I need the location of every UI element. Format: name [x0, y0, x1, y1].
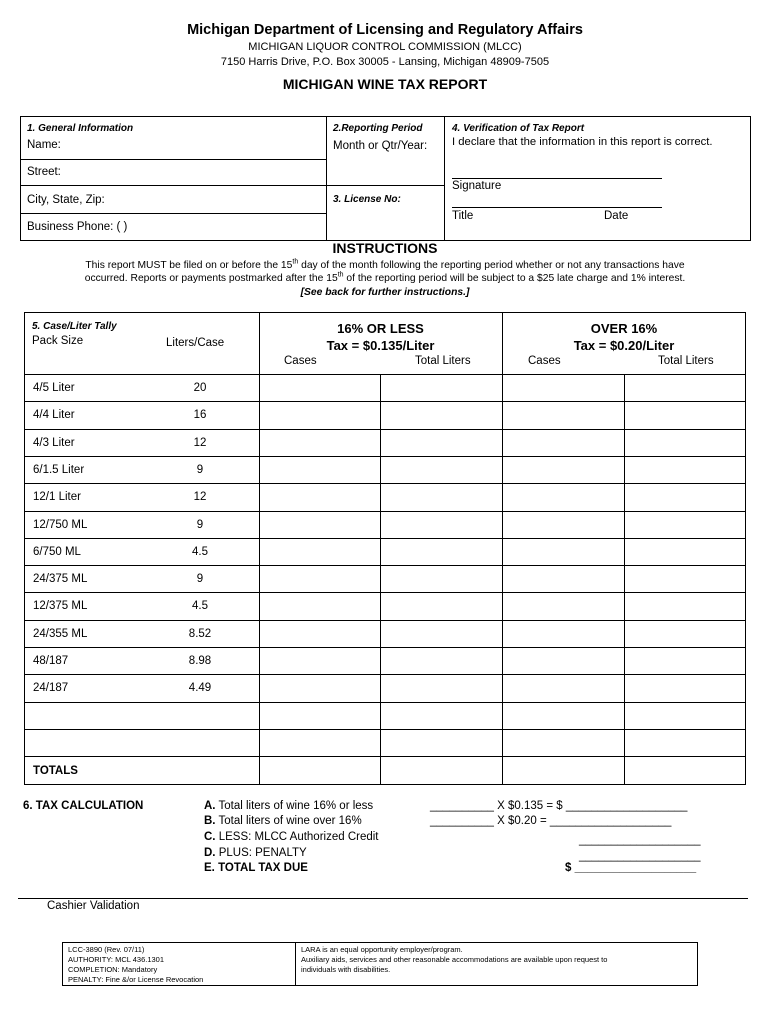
high-cases-input[interactable]	[503, 512, 622, 537]
low-alcohol-header: 16% OR LESS	[337, 321, 424, 336]
pack-size-cell: 12/750 ML	[33, 518, 88, 531]
low-cases-input[interactable]	[260, 512, 379, 537]
low-cases-input[interactable]	[260, 566, 379, 591]
high-total-liters-input[interactable]	[625, 512, 745, 537]
low-total-liters-input[interactable]	[381, 730, 500, 755]
pack-size-cell: 12/375 ML	[33, 600, 88, 613]
verification-declaration: I declare that the information in this report is correct.	[452, 136, 713, 148]
eeo-statement-1: LARA is an equal opportunity employer/program.	[301, 945, 463, 954]
liters-case-header: Liters/Case	[166, 337, 225, 349]
city-state-zip-field[interactable]: City, State, Zip:	[27, 194, 105, 206]
tax-a-entry[interactable]: __________ X $0.135 = $ ___________________	[430, 800, 688, 812]
signature-field[interactable]: Signature	[452, 180, 502, 192]
low-total-liters-input[interactable]	[381, 457, 500, 482]
tax-calc-title: 6. TAX CALCULATION	[23, 800, 144, 812]
instructions-line-1: This report MUST be filed on or before the 15th day of the month following the reporting period whether or not any transactions have	[85, 258, 685, 271]
low-cases-input[interactable]	[260, 730, 379, 755]
liters-per-case-cell: 4.49	[188, 682, 212, 695]
low-total-liters-input[interactable]	[381, 430, 500, 455]
cashier-validation-label: Cashier Validation	[47, 900, 140, 912]
form-number: LCC-3890 (Rev. 07/11)	[68, 945, 145, 954]
low-cases-input[interactable]	[260, 539, 379, 564]
high-total-liters-input[interactable]	[625, 539, 745, 564]
pack-size-cell: 6/1.5 Liter	[33, 463, 85, 476]
high-total-liters-input[interactable]	[625, 648, 745, 673]
pack-size-cell: 24/375 ML	[33, 573, 88, 586]
liters-per-case-cell: 8.52	[188, 627, 212, 640]
commission-name: MICHIGAN LIQUOR CONTROL COMMISSION (MLCC)	[248, 41, 522, 53]
low-cases-input[interactable]	[260, 648, 379, 673]
pack-size-cell: 48/187	[33, 655, 69, 667]
eeo-statement-2: Auxiliary aids, services and other reasonable accommodations are available upon request to	[301, 955, 608, 964]
low-total-liters-input[interactable]	[381, 703, 500, 728]
liters-per-case-cell: 20	[193, 382, 207, 394]
business-phone-field[interactable]: Business Phone: ( )	[27, 221, 128, 233]
high-total-liters-input[interactable]	[625, 430, 745, 455]
high-total-liters-input[interactable]	[625, 593, 745, 618]
tax-line-a: A. Total liters of wine 16% or less	[204, 800, 374, 812]
low-total-liters-input[interactable]	[381, 566, 500, 591]
low-cases-input[interactable]	[260, 402, 379, 427]
high-total-liters-input[interactable]	[625, 621, 745, 646]
high-total-liters-input[interactable]	[625, 375, 745, 400]
instructions-see-back: [See back for further instructions.]	[300, 287, 470, 298]
instructions-title: INSTRUCTIONS	[332, 240, 438, 256]
low-total-liters-input[interactable]	[381, 675, 500, 700]
low-total-liters-input[interactable]	[381, 593, 500, 618]
totals-label: TOTALS	[33, 765, 78, 777]
instructions-line-2: occurred. Reports or payments postmarked after the 15th of the reporting period will be subject to a $25 late charge and 1% interest.	[84, 271, 686, 284]
tally-title: 5. Case/Liter Tally	[32, 321, 117, 332]
form-completion: COMPLETION: Mandatory	[68, 965, 158, 974]
high-total-liters-input[interactable]	[625, 730, 745, 755]
tax-line-e: E. TOTAL TAX DUE	[204, 862, 308, 874]
tax-line-c: C. LESS: MLCC Authorized Credit	[204, 831, 379, 843]
pack-size-cell: 4/4 Liter	[33, 409, 75, 422]
tax-e-entry[interactable]: $ ___________________	[565, 862, 697, 874]
high-total-liters-input[interactable]	[625, 703, 745, 728]
name-field[interactable]: Name:	[27, 139, 61, 151]
pack-size-cell: 4/5 Liter	[33, 382, 75, 394]
form-title: MICHIGAN WINE TAX REPORT	[282, 76, 488, 92]
title-field[interactable]: Title	[452, 210, 474, 222]
high-cases-input[interactable]	[503, 375, 622, 400]
low-total-liters-input[interactable]	[381, 484, 500, 509]
low-cases-input[interactable]	[260, 621, 379, 646]
reporting-period-field[interactable]: Month or Qtr/Year:	[333, 140, 428, 152]
license-number-field[interactable]: 3. License No:	[333, 194, 401, 205]
low-cases-input[interactable]	[260, 430, 379, 455]
liters-per-case-cell: 9	[196, 463, 204, 476]
high-cases-input[interactable]	[503, 430, 622, 455]
low-cases-input[interactable]	[260, 375, 379, 400]
general-info-title: 1. General Information	[27, 123, 134, 134]
pack-size-cell: 12/1 Liter	[33, 491, 81, 504]
low-total-liters-input[interactable]	[381, 375, 500, 400]
low-cases-input[interactable]	[260, 703, 379, 728]
high-cases-input[interactable]	[503, 539, 622, 564]
form-authority: AUTHORITY: MCL 436.1301	[68, 955, 165, 964]
high-cases-input[interactable]	[503, 484, 622, 509]
liters-per-case-cell: 9	[196, 518, 204, 531]
low-cases-input[interactable]	[260, 593, 379, 618]
street-field[interactable]: Street:	[27, 166, 61, 178]
low-total-liters-input[interactable]	[381, 512, 500, 537]
low-cases-input[interactable]	[260, 484, 379, 509]
low-alcohol-tax: Tax = $0.135/Liter	[326, 338, 435, 353]
high-total-liters-input[interactable]	[625, 457, 745, 482]
verification-title: 4. Verification of Tax Report	[452, 123, 585, 134]
pack-size-header: Pack Size	[32, 335, 84, 347]
pack-size-cell: 6/750 ML	[33, 545, 81, 558]
eeo-statement-3: individuals with disabilities.	[301, 965, 391, 974]
high-cases-input[interactable]	[503, 730, 622, 755]
high-cases-input[interactable]	[503, 593, 622, 618]
liters-per-case-cell: 12	[193, 491, 207, 504]
high-total-liters-input[interactable]	[625, 402, 745, 427]
date-field[interactable]: Date	[604, 210, 629, 222]
low-total-liters-header: Total Liters	[415, 355, 471, 367]
pack-size-cell: 24/187	[33, 682, 69, 695]
low-cases-input[interactable]	[260, 675, 379, 700]
liters-per-case-cell: 9	[196, 573, 204, 586]
high-cases-input[interactable]	[503, 457, 622, 482]
tax-b-entry[interactable]: __________ X $0.20 = ___________________	[430, 815, 672, 827]
liters-per-case-cell: 12	[193, 436, 207, 449]
pack-size-cell: 4/3 Liter	[33, 436, 75, 449]
high-alcohol-header: OVER 16%	[590, 321, 658, 336]
high-cases-header: Cases	[528, 355, 561, 367]
high-alcohol-tax: Tax = $0.20/Liter	[573, 338, 675, 353]
tax-line-b: B. Total liters of wine over 16%	[204, 815, 362, 827]
low-total-liters-input[interactable]	[381, 648, 500, 673]
liters-per-case-cell: 16	[193, 409, 207, 422]
high-total-liters-header: Total Liters	[658, 355, 714, 367]
low-cases-input[interactable]	[260, 457, 379, 482]
low-cases-header: Cases	[284, 355, 317, 367]
liters-per-case-cell: 8.98	[188, 655, 212, 667]
high-cases-input[interactable]	[503, 675, 622, 700]
high-cases-input[interactable]	[503, 621, 622, 646]
liters-per-case-cell: 4.5	[192, 545, 208, 558]
high-cases-input[interactable]	[503, 402, 622, 427]
low-total-liters-input[interactable]	[381, 621, 500, 646]
pack-size-cell: 24/355 ML	[33, 627, 88, 640]
high-total-liters-input[interactable]	[625, 484, 745, 509]
high-cases-input[interactable]	[503, 648, 622, 673]
form-penalty: PENALTY: Fine &/or License Revocation	[68, 975, 204, 984]
tax-line-d: D. PLUS: PENALTY	[204, 847, 307, 859]
department-title: Michigan Department of Licensing and Regulatory Affairs	[187, 22, 583, 38]
tax-c-entry[interactable]: ___________________	[579, 834, 701, 846]
commission-address: 7150 Harris Drive, P.O. Box 30005 - Lansing, Michigan 48909-7505	[220, 56, 550, 68]
high-cases-input[interactable]	[503, 703, 622, 728]
high-cases-input[interactable]	[503, 566, 622, 591]
reporting-period-title: 2.Reporting Period	[333, 123, 423, 134]
tax-d-entry[interactable]: ___________________	[579, 850, 701, 862]
low-total-liters-input[interactable]	[381, 539, 500, 564]
high-total-liters-input[interactable]	[625, 566, 745, 591]
low-total-liters-input[interactable]	[381, 402, 500, 427]
high-total-liters-input[interactable]	[625, 675, 745, 700]
liters-per-case-cell: 4.5	[192, 600, 208, 613]
